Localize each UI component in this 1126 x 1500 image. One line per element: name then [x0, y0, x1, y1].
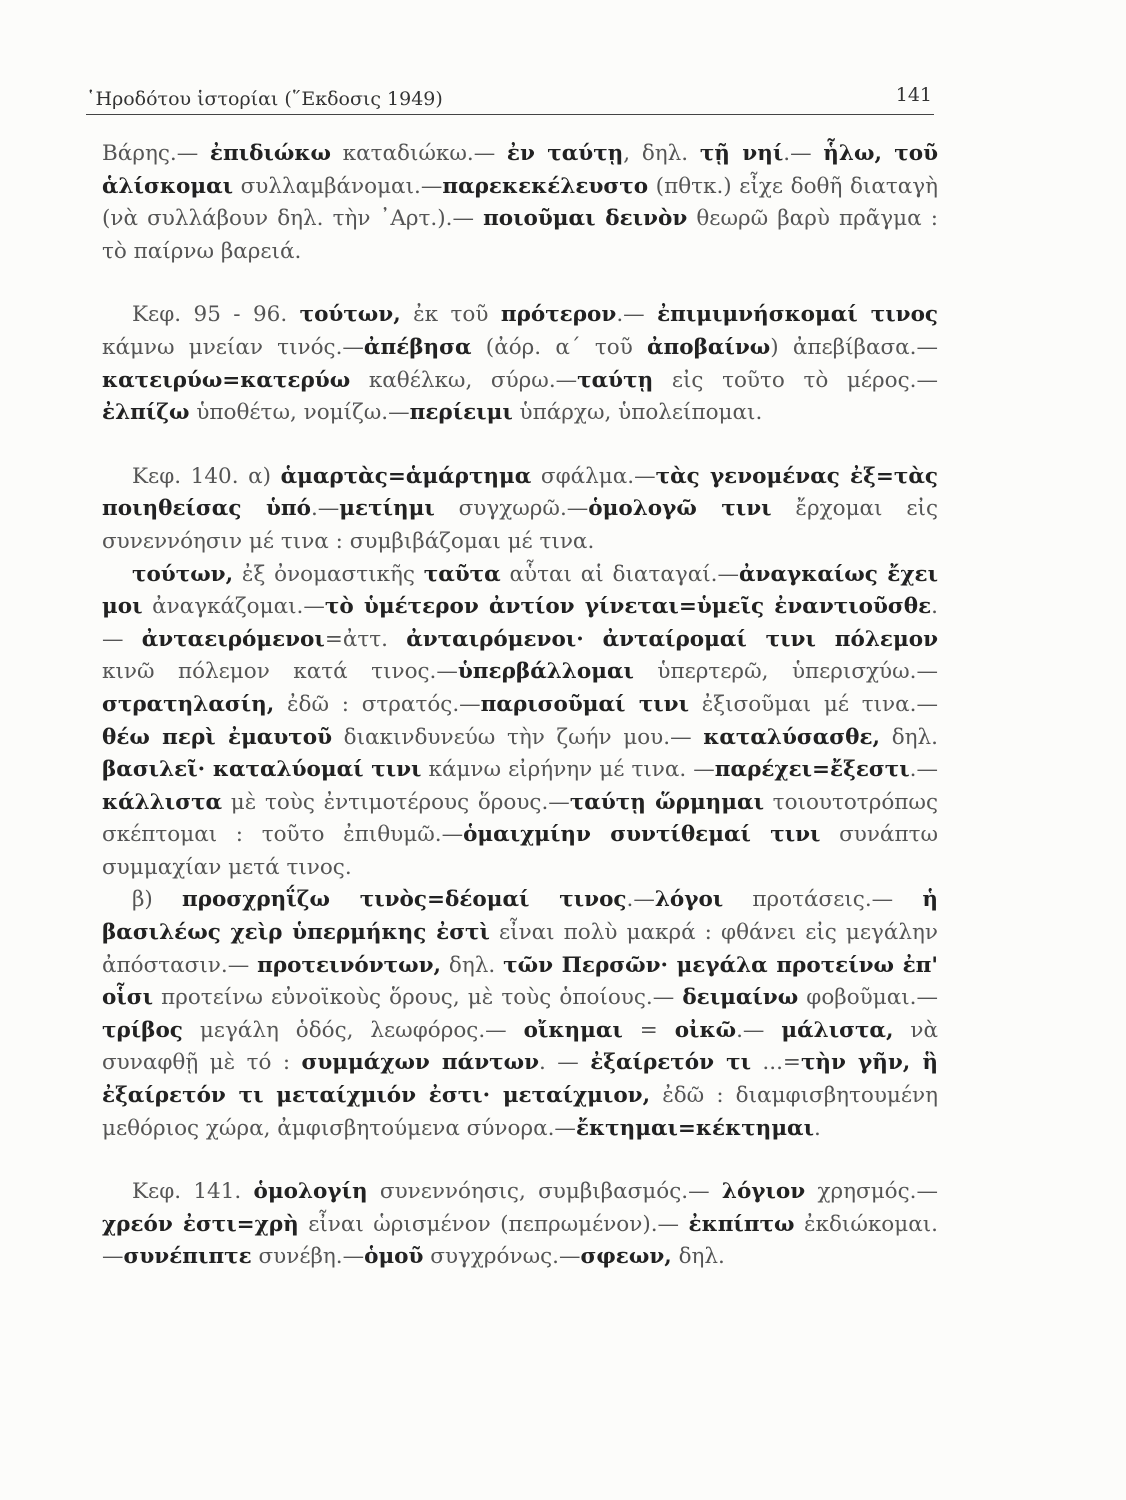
headword: ἐκπίπτω — [688, 1211, 795, 1237]
gloss-text: ἐκ τοῦ — [400, 302, 501, 328]
headword: παρέχει=ἔξεστι — [714, 757, 910, 783]
gloss-text: .— — [616, 302, 658, 328]
headword: ὁμολογῶ τινι — [588, 496, 772, 522]
gloss-text: συνάπτω συμμαχίαν μετά τινος. — [102, 822, 938, 880]
paragraph — [102, 299, 938, 429]
headword: ἡ βασιλέως χεὶρ ὑπερμήκης ἐστὶ — [102, 887, 939, 946]
headword: ὁμολογίη — [253, 1179, 368, 1205]
page-number: 141 — [895, 84, 932, 106]
gloss-text: σφάλμα.— — [531, 463, 656, 489]
headword: οἰκῶ — [674, 1017, 737, 1043]
paragraph — [102, 884, 938, 1145]
gloss-text: .— — [626, 887, 655, 913]
headword: ἐξαίρετόν τι — [590, 1050, 751, 1076]
gloss-text: αὗται αἱ διαταγαί.— — [500, 561, 739, 587]
gloss-text: τοιουτοτρόπως σκέπτομαι : τοῦτο ἐπιθυμῶ.— — [102, 789, 938, 848]
headword: μετίημι — [339, 496, 435, 522]
gloss-text: Κεφ. 141. — [132, 1179, 254, 1205]
paragraph — [102, 559, 938, 885]
gloss-text: (πθτκ.) εἶχε δοθῆ διαταγὴ (νὰ συλλάβουν δηλ. τὴν ᾿Αρτ.).— — [102, 173, 938, 232]
gloss-text: ...= — [750, 1050, 801, 1076]
headword: στρατηλασίη, — [102, 691, 275, 717]
gloss-text: συγχωρῶ.— — [434, 496, 589, 522]
gloss-text: =ἀττ. — [324, 626, 407, 652]
headword: προσχρηΐζω τινὸς=δέομαί τινος — [182, 887, 627, 913]
headword: μάλιστα, — [781, 1017, 894, 1043]
gloss-text: .— — [102, 594, 938, 652]
running-title: ῾Ηροδότου ἱστορίαι (῞Εκδοσις 1949) — [86, 88, 443, 110]
headword: ἔκτημαι=κέκτημαι — [575, 1115, 815, 1141]
gloss-text: ἐξ ὀνομαστικῆς — [233, 561, 424, 587]
gloss-text: συλλαμβάνομαι.— — [233, 173, 443, 199]
headword: ἀναγκαίως ἔχει μοι — [102, 561, 938, 620]
gloss-text: Κεφ. 95 - 96. — [132, 302, 300, 328]
gloss-text: ὑπερτερῶ, ὑπερισχύω.— — [633, 659, 938, 685]
gloss-text: .— — [783, 141, 824, 166]
running-header — [86, 84, 934, 115]
gloss-text: β) — [132, 887, 183, 913]
headword: περίειμι — [409, 400, 513, 426]
headword: δειμαίνω — [682, 985, 799, 1011]
headword: ἀπέβησα — [363, 334, 472, 360]
headword: ἀνταιρόμενοι· ἀνταίρομαί τινι πόλεμον — [406, 626, 938, 652]
gloss-text: ἐδῶ : στρατός.— — [274, 691, 481, 717]
gloss-text: .— — [310, 496, 340, 522]
paragraph — [102, 461, 938, 559]
gloss-text: συγχρόνως.— — [423, 1244, 581, 1270]
headword: ὁμοῦ — [364, 1244, 424, 1270]
gloss-text: συνέβη.— — [251, 1244, 365, 1270]
gloss-text: . — [814, 1115, 821, 1141]
headword: λόγιον — [721, 1179, 806, 1205]
gloss-text: ἐκδιώκομαι.— — [102, 1211, 938, 1270]
headword: τὴν γῆν, ἣ ἐξαίρετόν τι μεταίχμιόν ἐστι· μεταίχμιον, — [102, 1050, 938, 1109]
headword: κάλλιστα — [102, 789, 223, 815]
headword: κατειρύω=κατερύω — [102, 367, 351, 393]
headword: ἐλπίζω — [102, 400, 190, 426]
headword: λόγοι — [654, 887, 724, 913]
gloss-text: ἀναγκάζομαι.— — [142, 594, 325, 620]
headword: τὸ ὑμέτερον ἀντίον γίνεται=ὑμεῖς ἐναντιοῦσθε — [324, 594, 932, 620]
headword: οἴκημαι — [523, 1017, 623, 1043]
headword: τῇ νηί — [699, 141, 784, 166]
headword: τούτων, — [132, 561, 234, 587]
gloss-text: εἰς τοῦτο τὸ μέρος.— — [653, 367, 938, 393]
headword: συμμάχων πάντων — [301, 1050, 539, 1076]
paragraph — [102, 1176, 938, 1274]
gloss-text: συνεννόησις, συμβιβασμός.— — [367, 1179, 722, 1205]
gloss-text: καθέλκω, σύρω.— — [350, 367, 578, 393]
headword: ἐπιδιώκω — [209, 141, 331, 166]
gloss-text: διακινδυνεύω τὴν ζωήν μου.— — [332, 724, 704, 750]
headword: παρεκεκέλευστο — [442, 173, 649, 199]
gloss-text: εἶναι πολὺ μακρά : φθάνει εἰς μεγάλην ἀπόστασιν.— — [102, 920, 938, 978]
gloss-text: (ἀόρ. α΄ τοῦ — [471, 334, 647, 360]
gloss-text: φοβοῦμαι.— — [798, 985, 938, 1011]
gloss-text: καταδιώκω.— — [330, 141, 507, 166]
headword: σφεων, — [580, 1244, 672, 1270]
headword: ὑπερβάλλομαι — [457, 659, 634, 685]
gloss-text: ) ἀπεβίβασα.— — [770, 334, 938, 360]
headword: συνέπιπτε — [123, 1244, 252, 1270]
gloss-text: θεωρῶ βαρὺ πρᾶγμα : τὸ παίρνω βαρειά. — [102, 206, 939, 264]
gloss-text: , δηλ. — [623, 141, 700, 166]
headword: ἀποβαίνω — [647, 334, 771, 360]
gloss-text: χρησμός.— — [805, 1179, 938, 1205]
gloss-text: ὑπάρχω, ὑπολείπομαι. — [512, 400, 763, 426]
headword: τρίβος — [102, 1017, 183, 1043]
headword: ἧλω, τοῦ ἁλίσκομαι — [102, 141, 939, 199]
gloss-text: ἐξισοῦμαι μέ τινα.— — [689, 691, 938, 717]
headword: ἐπιμιμνήσκομαί τινος — [657, 302, 938, 328]
gloss-text: μεγάλη ὁδός, λεωφόρος.— — [182, 1017, 524, 1043]
gloss-text: κάμνω εἰρήνην μέ τινα. — — [421, 757, 715, 783]
gloss-text: .— — [736, 1017, 782, 1043]
gloss-text: κάμνω μνείαν τινός.— — [102, 334, 364, 360]
headword: ἐν ταύτῃ — [506, 141, 624, 166]
headword: καταλύσασθε, — [703, 724, 881, 750]
headword: παρισοῦμαί τινι — [480, 691, 690, 717]
gloss-text: ὑποθέτω, νομίζω.— — [189, 400, 410, 426]
headword: ταῦτα — [423, 561, 501, 587]
headword: ποιοῦμαι δεινὸν — [483, 206, 688, 232]
headword: προτεινόντων, — [257, 952, 441, 978]
gloss-text: εἶναι ὡρισμένον (πεπρωμένον).— — [298, 1211, 689, 1237]
headword: ταύτῃ ὥρμημαι — [569, 789, 764, 815]
headword: ἁμαρτὰς=ἁμάρτημα — [280, 463, 532, 489]
gloss-text: κινῶ πόλεμον κατά τινος.— — [102, 659, 458, 685]
gloss-text: .— — [909, 757, 939, 783]
headword: ἀνταειρόμενοι — [141, 626, 325, 652]
headword: βασιλεῖ· καταλύομαί τινι — [102, 757, 422, 783]
gloss-text: προτάσεις.— — [723, 887, 923, 913]
gloss-text: Κεφ. 140. α) — [132, 463, 281, 489]
headword: χρεόν ἐστι=χρὴ — [102, 1211, 299, 1237]
gloss-text: ἔρχομαι εἰς συνεννόησιν μέ τινα : συμβιβάζομαι μέ τινα. — [102, 496, 938, 554]
gloss-text: Βάρης.— — [102, 141, 210, 166]
gloss-text: προτείνω εὐνοϊκοὺς ὅρους, μὲ τοὺς ὁποίους.— — [153, 985, 683, 1011]
gloss-text: ἐδῶ : διαμφισβητουμένη μεθόριος χώρα, ἀμφισβητούμενα σύνορα.— — [102, 1083, 938, 1141]
glossary-body — [102, 138, 938, 1274]
gloss-text: δηλ. — [880, 724, 938, 750]
headword: τὰς γενομένας ἐξ=τὰς ποιηθείσας ὑπό — [102, 463, 938, 522]
headword: τούτων, — [299, 302, 401, 328]
gloss-text: δηλ. — [440, 952, 504, 978]
gloss-text: νὰ συναφθῇ μὲ τό : — [102, 1017, 938, 1076]
headword: τῶν Περσῶν· μεγάλα προτείνω ἐπ' οἷσι — [102, 952, 938, 1011]
headword: ταύτῃ — [577, 367, 654, 393]
gloss-text: δηλ. — [671, 1244, 725, 1270]
gloss-text: = — [622, 1017, 675, 1043]
headword: θέω περὶ ἐμαυτοῦ — [102, 724, 332, 750]
headword: πρότερον — [500, 302, 617, 328]
paragraph — [102, 138, 938, 268]
headword: ὁμαιχμίην συντίθεμαί τινι — [463, 822, 821, 848]
gloss-text: . — — [538, 1050, 591, 1076]
gloss-text: μὲ τοὺς ἐντιμοτέρους ὅρους.— — [222, 789, 570, 815]
